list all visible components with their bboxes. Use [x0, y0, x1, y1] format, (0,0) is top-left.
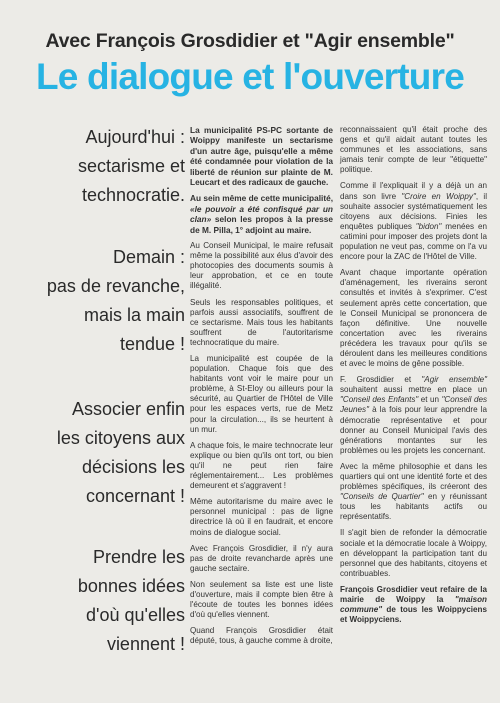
quote: "bidon": [415, 221, 442, 231]
text-run: F. Grosdidier et: [340, 375, 422, 385]
text-run: , il souhaite associer systématiquement les citoyens aux décisions. Finies les enquêtes publiques: [340, 191, 487, 231]
book-title: "Croire en Woippy": [401, 191, 476, 201]
slogan-tomorrow: [10, 243, 185, 359]
paragraph: [190, 193, 333, 235]
slogan-line: Demain :: [112, 247, 185, 267]
slogan-line: sectarisme et: [77, 156, 185, 176]
paragraph: La municipalité PS-PC sortante de Woippy manifeste un sectarisme d'un autre âge, puisqu'elle a même été condamnée pour violation de la liberté de réunion sur plainte de M. Leucart et des radicaux de gauche.: [190, 125, 333, 188]
quote: "maison commune": [340, 595, 487, 615]
paragraph: Même autoritarisme du maire avec le personnel municipal : pas de ligne directrice là où il en faudrait, et encore moins de dialogue social.: [190, 497, 333, 537]
text-run: Comme il l'expliquait il y a déjà un an dans son livre: [340, 181, 487, 201]
text-run: menées en catimini pour imposer des projets dont la population ne veut pas, comme on l'a vu encore pour la ZAC de l'Hôtel de Ville.: [340, 221, 487, 262]
middle-text-column: [190, 125, 333, 652]
quote: "Agir ensemble": [421, 375, 487, 385]
slogan-line: viennent !: [106, 634, 185, 654]
slogan-line: Aujourd'hui :: [85, 127, 185, 147]
slogan-line: mais la main: [83, 305, 185, 325]
text-run: François Grosdidier veut refaire de la mairie de Woippy la: [340, 584, 487, 605]
text-run: souhaitent aussi mettre en place un: [340, 385, 487, 395]
quote: "Conseil des Enfants": [340, 395, 419, 405]
paragraph: [340, 181, 487, 262]
quote: «le pouvoir a été confisqué par un clan»: [190, 203, 333, 225]
paragraph: Avec François Grosdidier, il n'y aura pas de droite revancharde après une gauche sectaire.: [190, 543, 333, 573]
quote: "Conseil des Jeunes": [340, 395, 487, 415]
text-run: Avec la même philosophie et dans les quartiers qui ont une identité forte et des problèmes spécifiques, ils créeront des: [340, 461, 487, 492]
slogan-line: Associer enfin: [71, 399, 185, 419]
text-run: de tous les Woippyciens et Woippyciens.: [340, 605, 487, 625]
slogan-line: tendue !: [119, 334, 185, 354]
slogan-line: décisions les: [81, 457, 185, 477]
right-text-column: [340, 125, 487, 631]
paragraph: A chaque fois, le maire technocrate leur explique ou bien qu'ils ont tort, ou bien qu'il ne peut rien faire réglementairement... Les problèmes demeurent et s'aggravent !: [190, 440, 333, 491]
paragraph: Il s'agit bien de refonder la démocratie sociale et la démocratie locale à Woippy, en développant la participation tant du personnel que des habitants, citoyens et contribuables.: [340, 528, 487, 578]
slogan-line: concernant !: [85, 486, 185, 506]
header-title: Le dialogue et l'ouverture: [36, 56, 464, 97]
text-run: à la fois pour leur apprendre la démocratie représentative et pour donner au Conseil Municipal l'avis des générations montantes sur les problèmes ou les projets les concernant.: [340, 405, 487, 455]
text-run: selon les propos à la presse de M. Pilla, 1° adjoint au maire.: [190, 214, 333, 235]
slogan-line: bonnes idées: [77, 576, 185, 596]
paragraph: Non seulement sa liste est une liste d'ouverture, mais il compte bien être à l'écoute de toutes les bonnes idées d'où qu'elles viennent.: [190, 579, 333, 620]
slogan-associate: [10, 395, 185, 511]
paragraph: reconnaissaient qu'il était proche des gens et qu'il aidait autant toutes les communes et les associations, sans jamais tenir compte de leur "étiquette" politique.: [340, 125, 487, 175]
text-run: Au sein même de cette municipalité,: [190, 193, 333, 204]
paragraph: Quand François Grosdidier était député, tous, à gauche comme à droite,: [190, 626, 333, 646]
paragraph: [340, 375, 487, 456]
slogan-line: les citoyens aux: [56, 428, 185, 448]
paragraph: La municipalité est coupée de la population. Chaque fois que des habitants vont voir le maire pour un problème, à St-Eloy ou ailleurs pour la sécurité, au Quartier de l'Hôtel de Ville pour les espaces verts, rue de Metz pour la circulation..., ils se heurtent à un mur.: [190, 354, 333, 434]
header-subtitle: Avec François Grosdidier et "Agir ensemble": [45, 30, 455, 52]
quote: "Conseils de Quartier": [340, 492, 424, 502]
text-run: et un: [418, 395, 442, 405]
paragraph: Seuls les responsables politiques, et parfois aussi associatifs, souffrent de ce sectarisme. Mais tous les habitants souffrent de l'autoritarisme technocratique du maire.: [190, 297, 333, 347]
closing-paragraph: [340, 585, 487, 625]
paragraph: Au Conseil Municipal, le maire refusait même la possibilité aux élus d'avoir des photocopies des documents soumis à leur approbation, et ce en toute illégalité.: [190, 241, 333, 291]
slogan-line: technocratie.: [81, 185, 185, 205]
paragraph: [340, 462, 487, 523]
slogan-line: Prendre les: [92, 547, 185, 567]
slogan-today: [10, 123, 185, 210]
text-run: en y réunissant tous les habitants actifs ou représentatifs.: [340, 492, 487, 522]
slogan-good-ideas: [10, 543, 185, 659]
paragraph: Avant chaque importante opération d'aménagement, les riverains seront consultés et invités à s'exprimer. C'est seulement après cette concertation, que le Conseil Municipal se prononcera de façon définitive. Une nouvelle concertation avec les riverains précédera les travaux pour qu'ils se déroulent dans les meilleures conditions et avec le moins de gêne possible.: [340, 268, 487, 369]
slogan-line: d'où qu'elles: [86, 605, 185, 625]
slogan-line: pas de revanche,: [46, 276, 185, 296]
